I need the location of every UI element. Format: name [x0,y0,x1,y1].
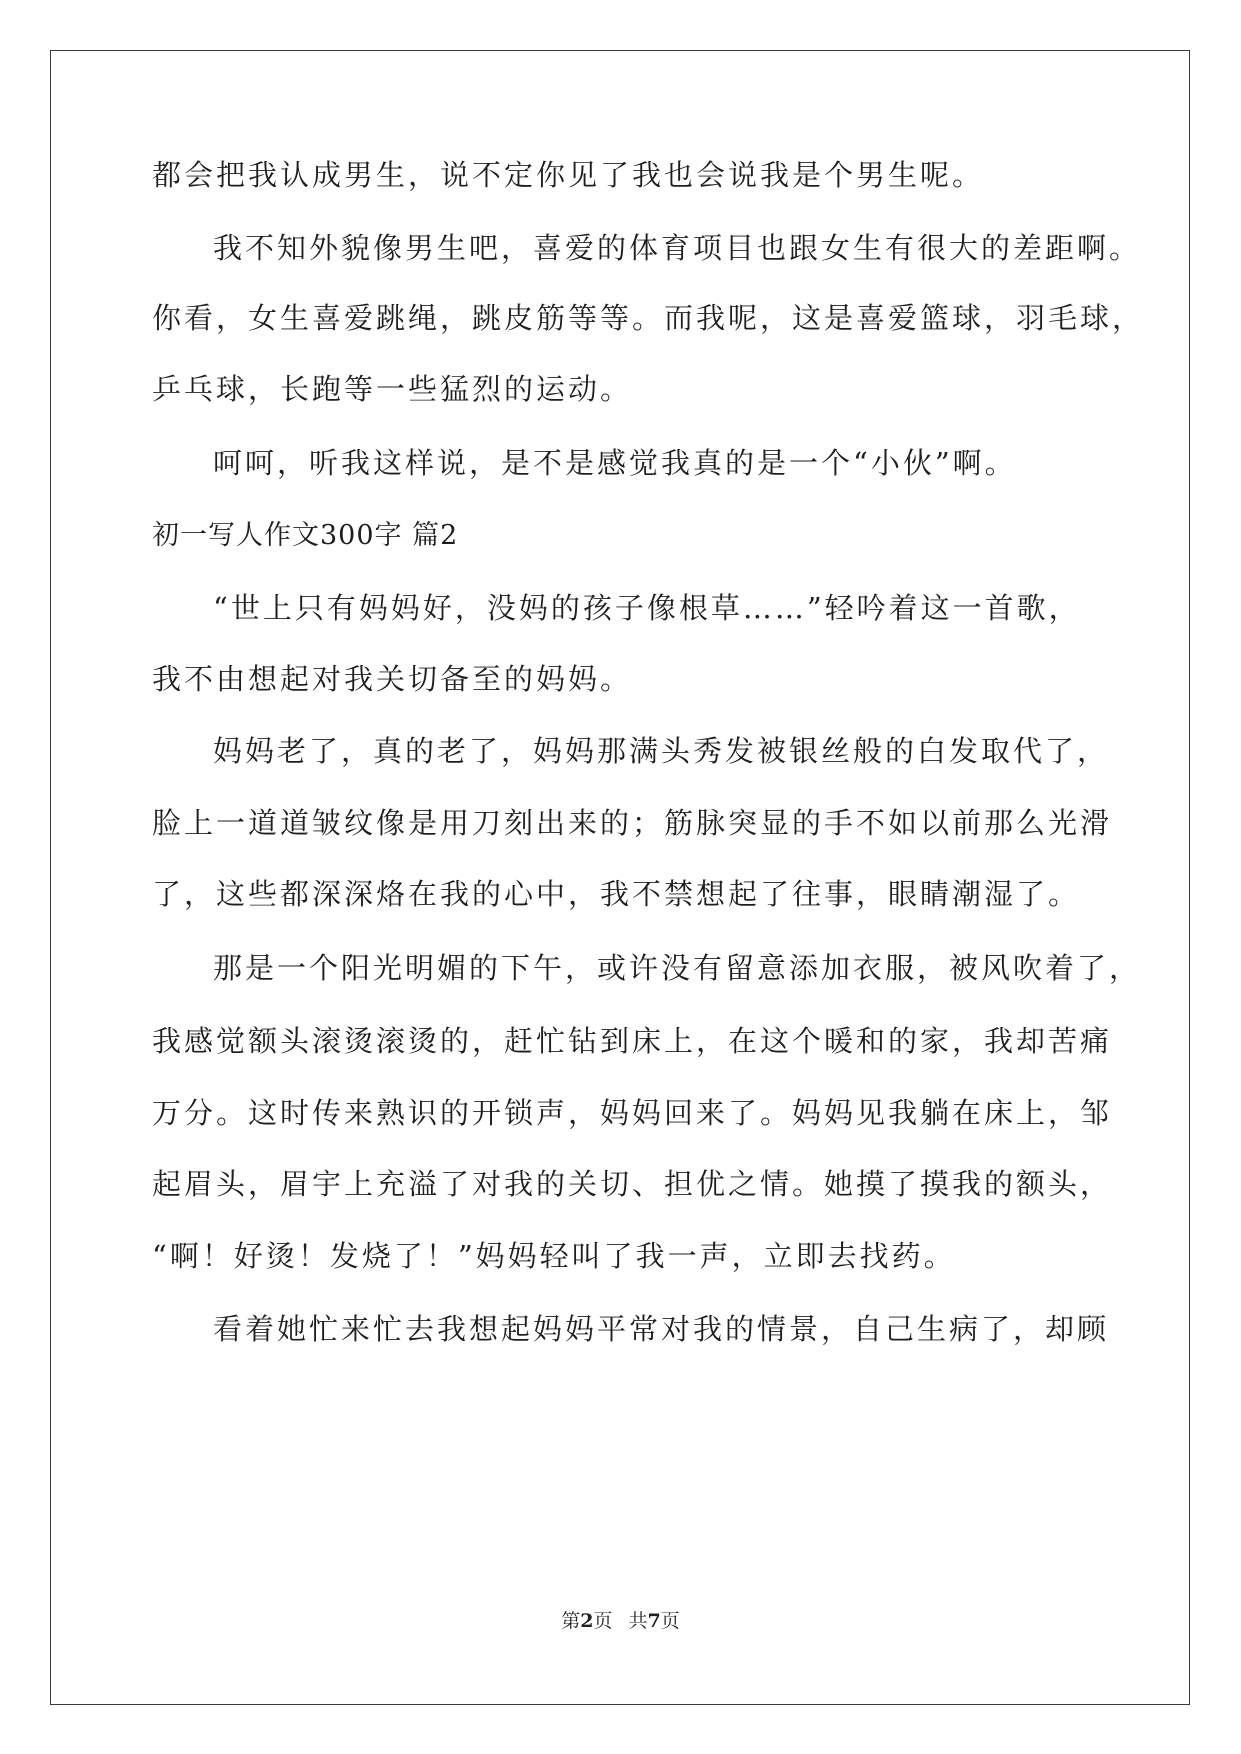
text-line: 了，这些都深深烙在我的心中，我不禁想起了往事，眼睛潮湿了。 [152,877,1081,911]
section-heading: 初一写人作文300字 篇2 [152,520,459,551]
paragraph-line: 那是一个阳光明媚的下午，或许没有留意添加衣服，被风吹着了， [213,951,1142,985]
total-prefix: 共 [628,1610,648,1632]
paragraph-line: 呵呵，听我这样说，是不是感觉我真的是一个“小伙”啊。 [213,446,1017,480]
page-label: 页 [593,1610,613,1632]
text-line: 我感觉额头滚烫滚烫的，赶忙钻到床上，在这个暖和的家，我却苦痛 [152,1024,1113,1058]
text-line: 起眉头，眉宇上充溢了对我的关切、担优之情。她摸了摸我的额头， [152,1167,1113,1201]
paragraph-line: 我不知外貌像男生吧，喜爱的体育项目也跟女生有很大的差距啊。 [213,231,1142,265]
page-prefix: 第 [561,1610,581,1632]
paragraph-line: “世上只有妈妈好，没妈的孩子像根草……”轻吟着这一首歌， [213,591,1081,625]
text-line: 乒乓球，长跑等一些猛烈的运动。 [152,372,633,406]
text-line: 我不由想起对我关切备至的妈妈。 [152,662,633,696]
paragraph-line: 妈妈老了，真的老了，妈妈那满头秀发被银丝般的白发取代了， [213,734,1110,768]
page-current: 2 [580,1610,594,1632]
text-line: 万分。这时传来熟识的开锁声，妈妈回来了。妈妈见我躺在床上，邹 [152,1096,1113,1130]
text-line: “啊！好烫！发烧了！”妈妈轻叫了我一声，立即去找药。 [152,1239,956,1273]
page-footer [0,1606,1241,1633]
text-line: 你看，女生喜爱跳绳，跳皮筋等等。而我呢，这是喜爱篮球，羽毛球， [152,301,1145,335]
text-line: 都会把我认成男生，说不定你见了我也会说我是个男生呢。 [152,158,985,192]
total-label: 页 [660,1610,680,1632]
text-line: 脸上一道道皱纹像是用刀刻出来的；筋脉突显的手不如以前那么光滑 [152,806,1113,840]
paragraph-line: 看着她忙来忙去我想起妈妈平常对我的情景，自己生病了，却顾 [213,1312,1110,1346]
page-total: 7 [647,1610,661,1632]
